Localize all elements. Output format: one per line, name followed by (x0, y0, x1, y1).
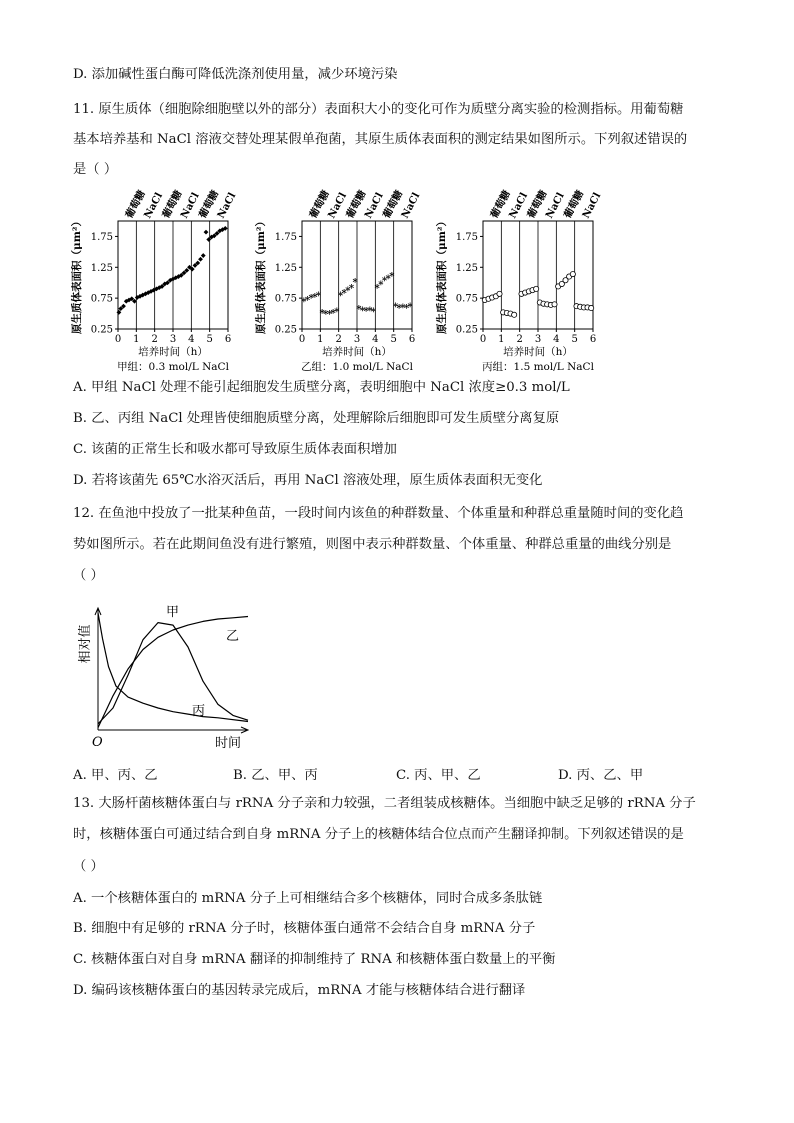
y-tick-label: 1.25 (90, 262, 113, 274)
data-point (552, 302, 557, 307)
y-tick-label: 0.25 (274, 324, 297, 336)
y-tick-label: 0.25 (90, 324, 113, 336)
data-point: * (400, 302, 406, 314)
x-axis-label: 培养时间（h） (503, 346, 573, 358)
series-label: 乙 (226, 629, 240, 644)
q13-stem-line-2: 时，核糖体蛋白可通过结合到自身 mRNA 分子上的核糖体结合位点而产生翻译抑制。下列叙述错误的是 (73, 827, 684, 842)
y-axis-label: 相对值 (78, 624, 93, 664)
data-point: * (392, 302, 399, 314)
x-axis-label: 培养时间（h） (322, 346, 392, 358)
x-tick-label: 5 (206, 334, 213, 345)
data-point: * (345, 286, 351, 298)
panel-title: 丙组：1.5 mol/L NaCl (482, 361, 594, 373)
phase-label: 葡萄糖 (344, 188, 369, 221)
q12-option-b: B. 乙、甲、丙 (233, 768, 318, 783)
x-tick-label: 4 (188, 334, 195, 345)
x-tick-label: 2 (335, 334, 342, 345)
x-tick-label: 5 (571, 334, 578, 345)
phase-label: NaCl (544, 191, 567, 221)
y-tick-label: 1.75 (90, 231, 113, 243)
data-point: * (374, 283, 380, 295)
q12-option-d: D. 丙、乙、甲 (558, 768, 644, 783)
phase-label: NaCl (399, 191, 423, 221)
q12-option-c: C. 丙、甲、乙 (396, 768, 481, 783)
data-point: * (356, 304, 362, 316)
phase-label: 葡萄糖 (160, 188, 185, 221)
q11-option-d: D. 若将该菌先 65℃水浴灭活后，再用 NaCl 溶液处理，原生质体表面积无变化 (73, 473, 543, 488)
q11-stem-line-1: 11. 原生质体（细胞除细胞壁以外的部分）表面积大小的变化可作为质壁分离实验的检测指标。用葡萄糖 (73, 102, 684, 117)
q13-option-d: D. 编码该核糖体蛋白的基因转录完成后，mRNA 才能与核糖体结合进行翻译 (73, 983, 526, 998)
y-tick-label: 1.25 (455, 262, 478, 274)
x-axis-label: 时间 (214, 736, 242, 751)
data-point: * (352, 277, 358, 289)
phase-label: NaCl (179, 191, 202, 221)
data-point: * (341, 288, 347, 300)
data-point (198, 257, 203, 262)
phase-label: 葡萄糖 (124, 188, 148, 221)
x-tick-label: 2 (516, 334, 523, 345)
data-point: * (407, 302, 413, 314)
q11-option-c: C. 该菌的正常生长和吸水都可导致原生质体表面积增加 (73, 442, 397, 457)
data-point: * (370, 307, 377, 319)
data-point: * (330, 308, 336, 320)
q11-option-a: A. 甲组 NaCl 处理不能引起细胞发生质壁分离，表明细胞中 NaCl 浓度≥0.3 mol/L (73, 380, 570, 395)
data-point: * (363, 306, 369, 318)
x-tick-label: 3 (353, 334, 361, 345)
phase-label: NaCl (363, 191, 386, 221)
q13-option-c: C. 核糖体蛋白对自身 mRNA 翻译的抑制维持了 RNA 和核糖体蛋白数量上的平衡 (73, 952, 556, 967)
x-tick-label: 1 (317, 334, 324, 345)
data-point (570, 271, 575, 276)
y-axis-label: 原生质体表面积（μm²） (436, 216, 448, 334)
y-tick-label: 1.75 (274, 231, 297, 243)
phase-label: 葡萄糖 (308, 188, 332, 221)
series-label: 丙 (192, 704, 206, 719)
data-point (534, 286, 539, 291)
q12-option-a: A. 甲、丙、乙 (73, 768, 158, 783)
x-tick-label: 2 (151, 334, 158, 345)
data-point (512, 312, 517, 317)
q11-stem-line-2: 基本培养基和 NaCl 溶液交替处理某假单孢菌，其原生质体表面积的测定结果如图所示。下列叙述错误的 (73, 132, 688, 147)
x-tick-label: 1 (498, 334, 505, 345)
phase-label: NaCl (580, 191, 604, 221)
x-tick-label: 4 (553, 334, 560, 345)
q12-figure (70, 600, 270, 758)
phase-label: 葡萄糖 (525, 188, 550, 221)
data-point: * (396, 303, 402, 315)
data-point: * (378, 279, 384, 291)
x-tick-label: 1 (133, 334, 140, 345)
y-axis-label: 原生质体表面积（μm²） (255, 216, 267, 334)
panel-1 (70, 188, 238, 373)
x-tick-label: 3 (534, 334, 542, 345)
data-point: * (312, 292, 318, 304)
data-point: * (337, 291, 344, 303)
x-tick-label: 0 (298, 334, 306, 345)
x-tick-label: 4 (372, 334, 379, 345)
data-point: * (385, 273, 391, 285)
data-point (204, 230, 209, 235)
data-point: * (403, 303, 410, 315)
data-point: * (315, 291, 322, 303)
data-point: * (323, 309, 329, 321)
data-point: * (389, 271, 395, 283)
q12-stem-line-2: 势如图所示。若在此期间鱼没有进行繁殖，则图中表示种群数量、个体重量、种群总重量的曲线分别是 (73, 537, 672, 552)
x-tick-label: 6 (224, 334, 232, 345)
y-tick-label: 1.25 (274, 262, 297, 274)
phase-label: NaCl (326, 191, 350, 221)
phase-label: 葡萄糖 (381, 188, 406, 221)
x-tick-label: 6 (408, 334, 416, 345)
data-point: * (334, 307, 340, 319)
y-tick-label: 0.75 (274, 293, 297, 305)
data-point (497, 291, 502, 296)
q12-stem-line-3: （ ） (73, 568, 104, 583)
phase-label: NaCl (507, 191, 531, 221)
data-point (589, 305, 594, 310)
y-tick-label: 0.75 (455, 293, 478, 305)
panel-2 (254, 188, 422, 373)
phase-label: 葡萄糖 (197, 188, 222, 221)
panel-title: 乙组：1.0 mol/L NaCl (301, 361, 413, 373)
data-point: * (308, 293, 314, 305)
data-point: * (301, 297, 307, 309)
q13-stem-line-3: （ ） (73, 859, 104, 874)
y-tick-label: 0.75 (90, 293, 113, 305)
q12-stem-line-1: 12. 在鱼池中投放了一批某种鱼苗，一段时间内该鱼的种群数量、个体重量和种群总重量随时间的变化趋 (73, 506, 684, 521)
q11-figure (60, 183, 620, 375)
data-point: * (367, 305, 373, 317)
data-point: * (326, 309, 333, 321)
q13-stem-line-1: 13. 大肠杆菌核糖体蛋白与 rRNA 分子亲和力较强，二者组装成核糖体。当细胞中缺乏足够的 rRNA 分子 (73, 796, 696, 811)
data-point: * (348, 283, 355, 295)
series-label: 甲 (166, 605, 180, 620)
x-tick-label: 5 (390, 334, 397, 345)
data-point: * (319, 308, 325, 320)
data-point (201, 253, 206, 258)
data-point: * (304, 295, 311, 307)
y-tick-label: 1.75 (455, 231, 478, 243)
phase-label: NaCl (215, 191, 239, 221)
q11-option-b: B. 乙、丙组 NaCl 处理皆使细胞质壁分离，处理解除后细胞即可发生质壁分离复原 (73, 411, 560, 426)
phase-label: 葡萄糖 (489, 188, 513, 221)
x-tick-label: 6 (589, 334, 597, 345)
y-tick-label: 0.25 (455, 324, 478, 336)
phase-label: NaCl (142, 191, 166, 221)
x-tick-label: 0 (479, 334, 487, 345)
q11-stem-line-3: 是（ ） (73, 162, 118, 177)
x-tick-label: 0 (114, 334, 122, 345)
x-axis-label: 培养时间（h） (138, 346, 208, 358)
data-point: * (359, 305, 366, 317)
q13-option-a: A. 一个核糖体蛋白的 mRNA 分子上可相继结合多个核糖体，同时合成多条肽链 (73, 891, 543, 906)
panel-3 (435, 188, 603, 373)
y-axis-label: 原生质体表面积（μm²） (71, 216, 83, 334)
origin-label: O (92, 735, 103, 750)
q13-option-b: B. 细胞中有足够的 rRNA 分子时，核糖体蛋白通常不会结合自身 mRNA 分子 (73, 921, 536, 936)
x-tick-label: 3 (169, 334, 177, 345)
data-point: * (381, 276, 388, 288)
q10-option-d: D. 添加碱性蛋白酶可降低洗涤剂使用量，减少环境污染 (73, 67, 398, 82)
panel-title: 甲组：0.3 mol/L NaCl (117, 361, 229, 373)
phase-label: 葡萄糖 (562, 188, 587, 221)
